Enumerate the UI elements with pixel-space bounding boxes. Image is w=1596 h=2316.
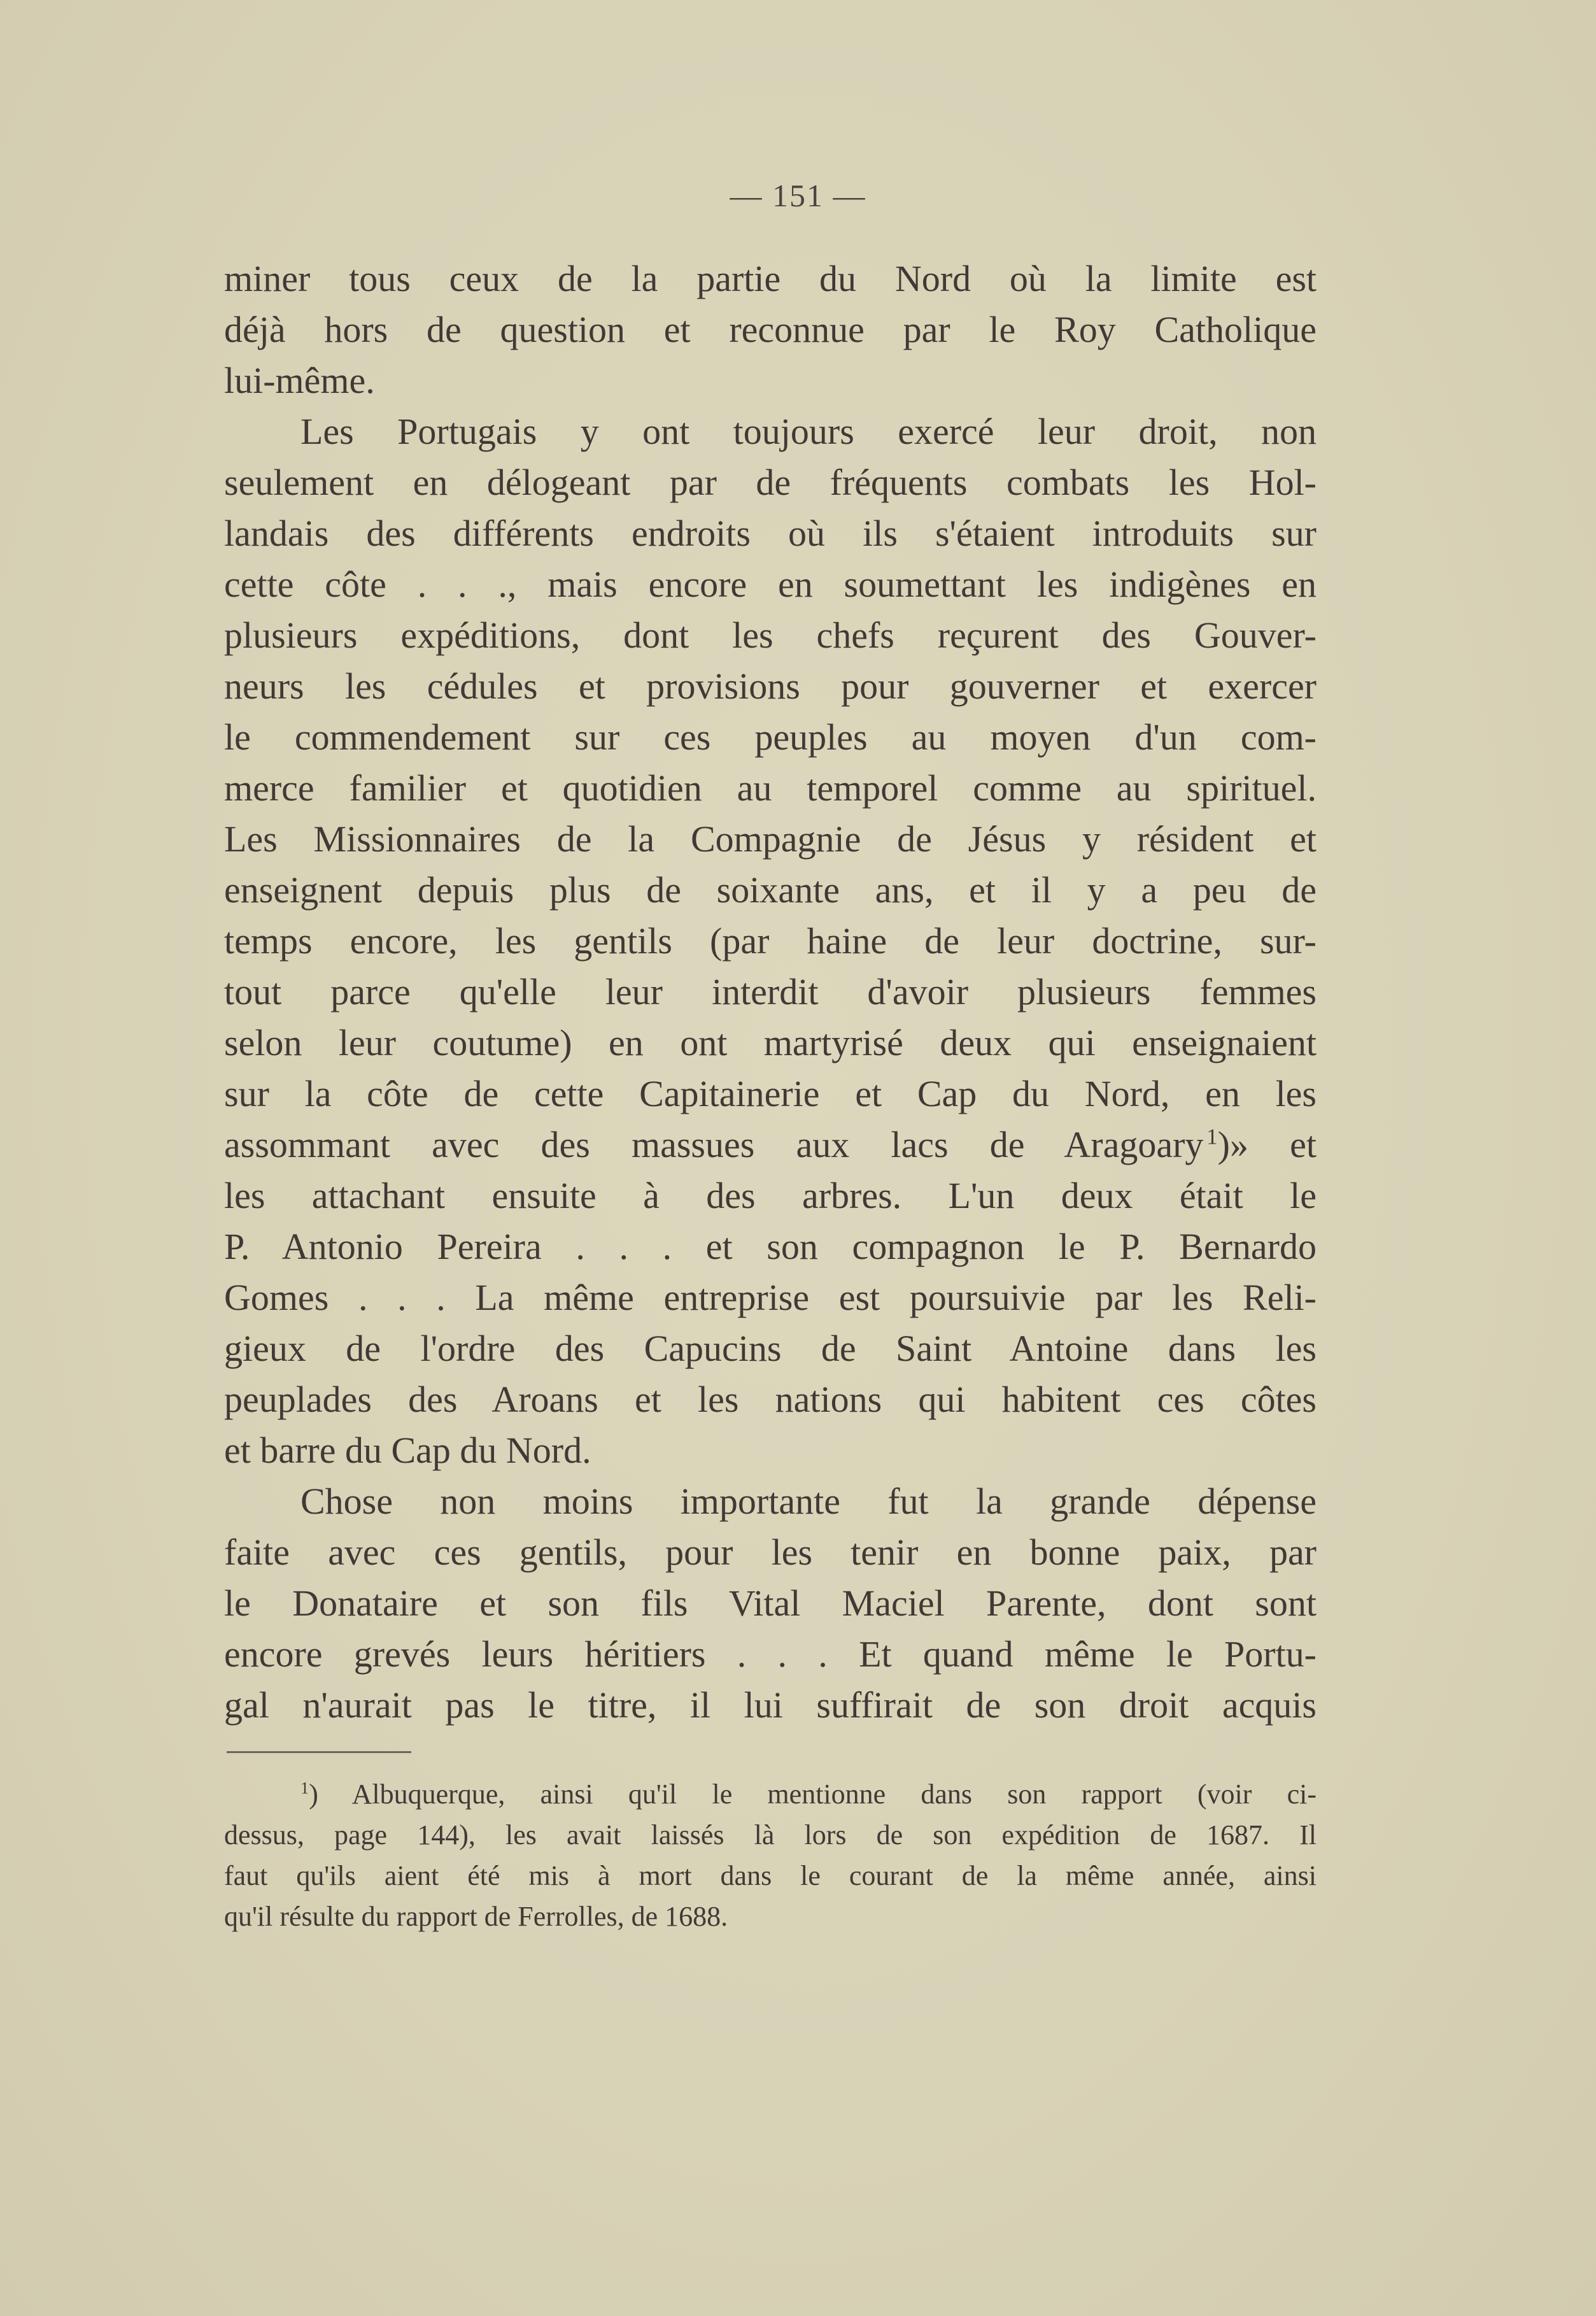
text-line: cette côte . . ., mais encore en soumettant les indigènes en <box>224 564 1317 605</box>
text-line: selon leur coutume) en ont martyrisé deux qui enseignaient <box>224 1022 1317 1063</box>
text-line: faite avec ces gentils, pour les tenir en bonne paix, par <box>224 1531 1317 1573</box>
text-line: merce familier et quotidien au temporel comme au spirituel. <box>224 767 1317 809</box>
text-line: Les Missionnaires de la Compagnie de Jésus y résident et <box>224 818 1317 860</box>
footnote-line: faut qu'ils aient été mis à mort dans le courant de la même année, ainsi <box>224 1860 1317 1891</box>
page-number: — 151 — <box>730 178 866 213</box>
text-line: gieux de l'ordre des Capucins de Saint Antoine dans les <box>224 1328 1317 1369</box>
text-line: les attachant ensuite à des arbres. L'un deux était le <box>224 1175 1317 1216</box>
text-line: tout parce qu'elle leur interdit d'avoir plusieurs femmes <box>224 971 1317 1012</box>
footnote-line: dessus, page 144), les avait laissés là lors de son expédition de 1687. Il <box>224 1819 1317 1851</box>
text-line: Gomes . . . La même entreprise est poursuivie par les Reli- <box>224 1277 1317 1318</box>
text-line: et barre du Cap du Nord. <box>224 1430 591 1471</box>
footnote-line <box>224 1774 1317 1815</box>
text-line: sur la côte de cette Capitainerie et Cap du Nord, en les <box>224 1073 1317 1114</box>
main-text <box>224 253 1317 1731</box>
footnote-divider <box>227 1751 411 1753</box>
text-line: miner tous ceux de la partie du Nord où la limite est <box>224 258 1317 299</box>
footnote-line: qu'il résulte du rapport de Ferrolles, de 1688. <box>224 1901 728 1932</box>
text-line: enseignent depuis plus de soixante ans, et il y a peu de <box>224 869 1317 911</box>
text-line: neurs les cédules et provisions pour gouverner et exercer <box>224 665 1317 707</box>
text-line: le commendement sur ces peuples au moyen d'un com- <box>224 716 1317 758</box>
text-line: seulement en délogeant par de fréquents combats les Hol- <box>224 462 1317 503</box>
text-line: le Donataire et son fils Vital Maciel Parente, dont sont <box>224 1582 1317 1624</box>
text-line: déjà hors de question et reconnue par le Roy Catholique <box>224 309 1317 350</box>
text-fragment: ) Albuquerque, ainsi qu'il le mentionne dans son rapport (voir ci- <box>309 1779 1317 1810</box>
text-fragment: assommant avec des massues aux lacs de Aragoary <box>224 1124 1204 1165</box>
text-line: P. Antonio Pereira . . . et son compagnon le P. Bernardo <box>224 1226 1317 1267</box>
text-line: Les Portugais y ont toujours exercé leur droit, non <box>300 411 1317 452</box>
text-line: landais des différents endroits où ils s'étaient introduits sur <box>224 513 1317 554</box>
footnote-marker: 1 <box>300 1778 309 1798</box>
text-fragment: )» et <box>1217 1124 1317 1165</box>
text-line: temps encore, les gentils (par haine de leur doctrine, sur- <box>224 920 1317 962</box>
text-line: encore grevés leurs héritiers . . . Et quand même le Portu- <box>224 1633 1317 1675</box>
footnote-reference: 1 <box>1206 1124 1218 1149</box>
text-line: peuplades des Aroans et les nations qui habitent ces côtes <box>224 1379 1317 1420</box>
footnotes <box>224 1774 1317 1937</box>
text-line: Chose non moins importante fut la grande dépense <box>300 1481 1317 1522</box>
text-line: lui-même. <box>224 360 375 401</box>
text-line-with-note <box>224 1119 1317 1170</box>
text-line: plusieurs expéditions, dont les chefs reçurent des Gouver- <box>224 615 1317 656</box>
text-line: gal n'aurait pas le titre, il lui suffirait de son droit acquis <box>224 1684 1317 1726</box>
